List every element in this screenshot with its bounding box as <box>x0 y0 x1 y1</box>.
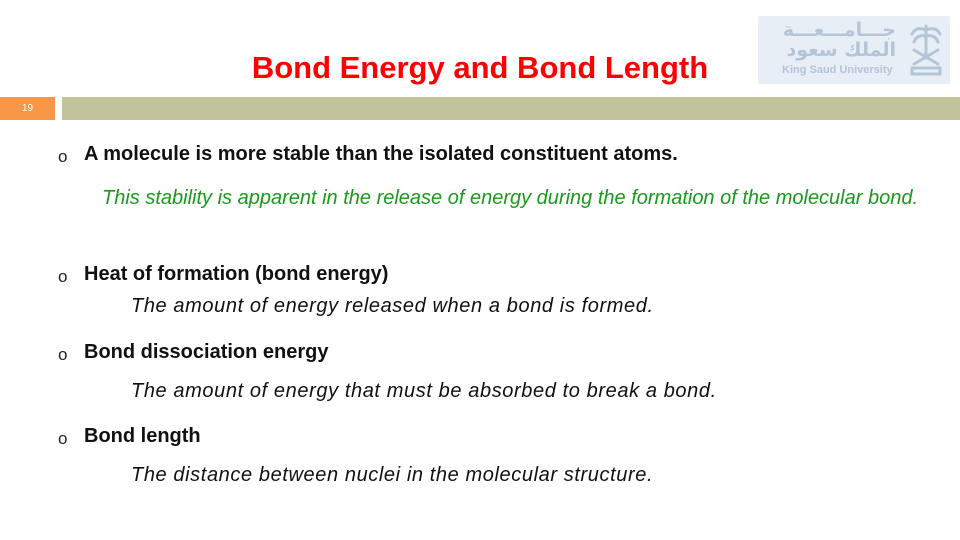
point1-note: This stability is apparent in the release of energy during the formation of the molecular bond. <box>102 187 919 209</box>
point4-heading: Bond length <box>84 425 201 447</box>
bullet-icon: o <box>58 147 68 166</box>
palm-swords-emblem-icon <box>908 22 944 78</box>
bullet-icon: o <box>58 267 68 286</box>
bullet-icon: o <box>58 345 68 364</box>
point3-heading: Bond dissociation energy <box>84 341 329 363</box>
point3-description: The amount of energy that must be absorbed to break a bond. <box>131 380 717 402</box>
point2-description: The amount of energy released when a bond is formed. <box>131 295 654 317</box>
point2-heading: Heat of formation (bond energy) <box>84 263 389 285</box>
logo-arabic-text: جـــامـــعـــة الملك سعود <box>782 19 896 61</box>
slide-title: Bond Energy and Bond Length <box>251 50 709 85</box>
point1-heading: A molecule is more stable than the isolated constituent atoms. <box>84 143 678 165</box>
logo-english-text: King Saud University <box>782 64 893 76</box>
header-bar <box>62 97 960 120</box>
bullet-icon: o <box>58 429 68 448</box>
slide-number-badge: 19 <box>0 97 55 120</box>
university-logo <box>758 16 950 84</box>
point4-description: The distance between nuclei in the molecular structure. <box>131 464 654 486</box>
